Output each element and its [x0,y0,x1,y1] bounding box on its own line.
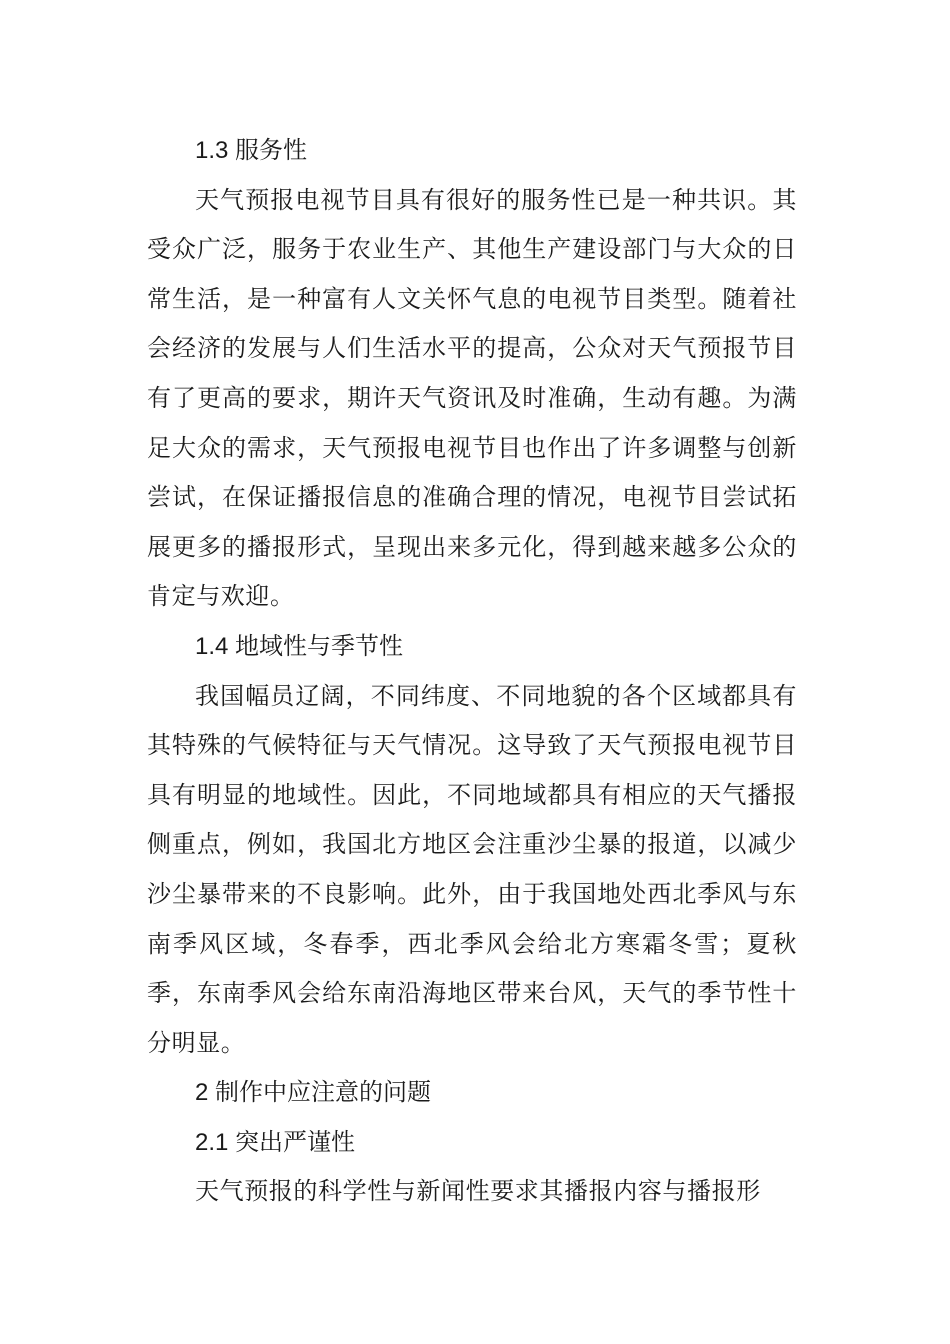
document-body [147,126,797,1217]
section-heading-2-1: 2.1 突出严谨性 [195,1128,356,1156]
paragraph-service: 天气预报电视节目具有很好的服务性已是一种共识。其受众广泛，服务于农业生产、其他生产建设部门与大众的日常生活，是一种富有人文关怀气息的电视节目类型。随着社会经济的发展与人们生活水平的提高，公众对天气预报节目有了更高的要求，期许天气资讯及时准确，生动有趣。为满足大众的需求，天气预报电视节目也作出了许多调整与创新尝试，在保证播报信息的准确合理的情况，电视节目尝试拓展更多的播报形式，呈现出来多元化，得到越来越多公众的肯定与欢迎。 [147,185,797,611]
section-heading-1-4: 1.4 地域性与季节性 [195,632,404,660]
section-heading-1-3: 1.3 服务性 [195,137,308,164]
paragraph-rigor: 天气预报的科学性与新闻性要求其播报内容与播报形 [195,1177,761,1206]
section-heading-2: 2 制作中应注意的问题 [195,1079,432,1107]
paragraph-regional-seasonal: 我国幅员辽阔，不同纬度、不同地貌的各个区域都具有其特殊的气候特征与天气情况。这导致了天气预报电视节目具有明显的地域性。因此，不同地域都具有相应的天气播报侧重点，例如，我国北方地区会注重沙尘暴的报道，以减少沙尘暴带来的不良影响。此外，由于我国地处西北季风与东南季风区域，冬春季，西北季风会给北方寒霜冬雪；夏秋季，东南季风会给东南沿海地区带来台风，天气的季节性十分明显。 [147,681,797,1057]
